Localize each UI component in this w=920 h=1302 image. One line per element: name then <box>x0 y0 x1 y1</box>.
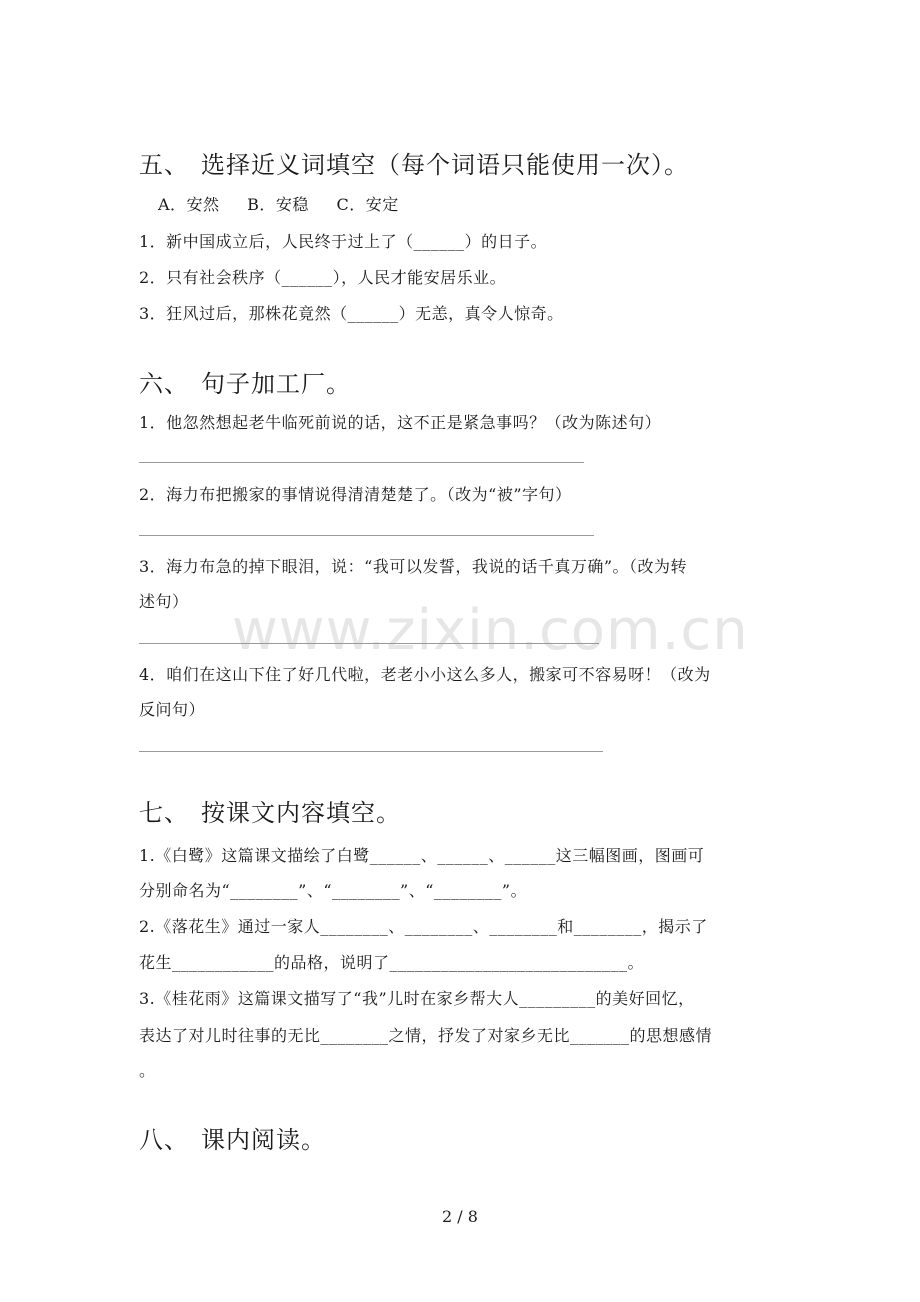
section-7-question-3-line-3: 。 <box>139 1061 156 1080</box>
section-6-question-1: 1．他忽然想起老牛临死前说的话，这不正是紧急事吗？（改为陈述句） <box>139 413 662 432</box>
section-5-question-1: 1．新中国成立后，人民终于过上了（______）的日子。 <box>139 232 548 251</box>
section-7-heading <box>139 793 401 828</box>
section-6-number: 六、 <box>139 370 189 398</box>
section-7-question-2-line-1: 2.《落花生》通过一家人________、________、________和________，揭示了 <box>139 917 708 936</box>
section-7-question-1-line-2: 分别命名为“________”、“________”、“________”。 <box>139 881 528 900</box>
section-6-question-4-line-2: 反问句） <box>139 700 206 719</box>
option-a: A．安然 <box>158 195 220 214</box>
answer-line-1 <box>139 462 584 463</box>
section-7-question-1-line-1: 1.《白鹭》这篇课文描绘了白鹭______、______、______这三幅图画，图画可 <box>139 846 705 865</box>
section-7-number: 七、 <box>139 799 189 827</box>
section-7-title: 按课文内容填空。 <box>201 799 401 827</box>
page-number: 2 / 8 <box>442 1207 478 1226</box>
section-6-title: 句子加工厂。 <box>201 370 351 398</box>
answer-line-4 <box>139 751 603 752</box>
section-8-heading <box>139 1120 326 1155</box>
section-5-options <box>158 192 421 215</box>
section-5-title: 选择近义词填空（每个词语只能使用一次）。 <box>201 151 689 179</box>
watermark: www.zixin.com.cn <box>232 598 749 663</box>
section-8-number: 八、 <box>139 1126 189 1154</box>
section-5-question-2: 2．只有社会秩序（______），人民才能安居乐业。 <box>139 268 507 287</box>
section-5-number: 五、 <box>139 151 189 179</box>
answer-line-2 <box>139 535 594 536</box>
section-6-question-3-line-2: 述句） <box>139 592 189 611</box>
section-7-question-3-line-1: 3.《桂花雨》这篇课文描写了“我”儿时在家乡帮大人_________的美好回忆， <box>139 989 695 1008</box>
section-5-heading <box>139 145 689 180</box>
option-c: C．安定 <box>336 195 399 214</box>
section-7-question-3-line-2: 表达了对儿时往事的无比________之情，抒发了对家乡无比_______的思想感情 <box>139 1026 713 1045</box>
section-6-heading <box>139 364 351 399</box>
option-b: B．安稳 <box>247 195 309 214</box>
section-8-title: 课内阅读。 <box>201 1126 326 1154</box>
section-6-question-4-line-1: 4．咱们在这山下住了好几代啦，老老小小这么多人，搬家可不容易呀！（改为 <box>139 665 711 684</box>
answer-line-3 <box>139 643 599 644</box>
section-6-question-2: 2．海力布把搬家的事情说得清清楚楚了。（改为“被”字句） <box>139 485 572 504</box>
section-7-question-2-line-2: 花生____________的品格，说明了____________________________。 <box>139 953 645 972</box>
section-5-question-3: 3．狂风过后，那株花竟然（______）无恙，真令人惊奇。 <box>139 304 564 323</box>
section-6-question-3-line-1: 3．海力布急的掉下眼泪，说：“我可以发誓，我说的话千真万确”。（改为转 <box>139 557 688 576</box>
